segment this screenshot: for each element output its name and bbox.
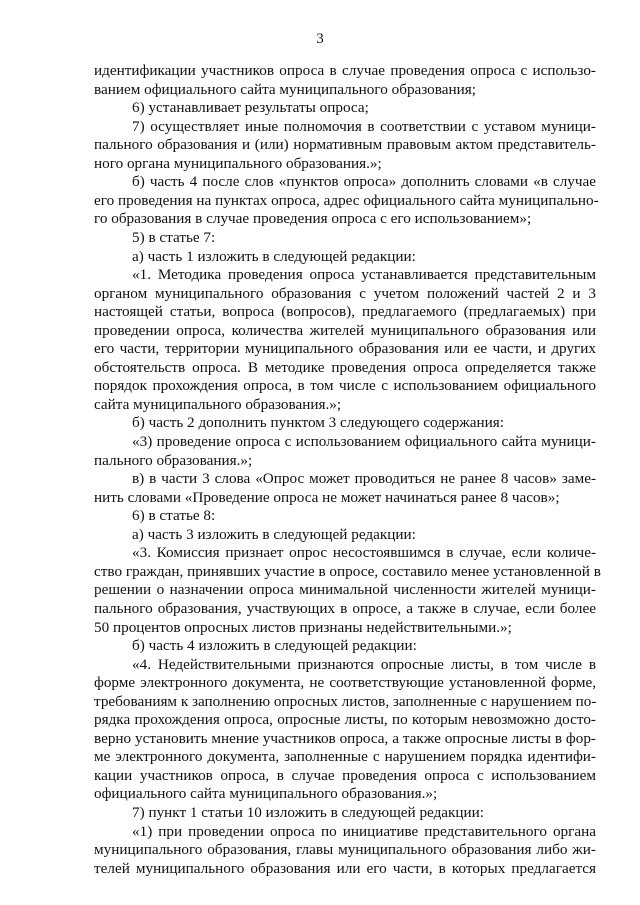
text-line: «1) при проведении опроса по инициативе представительного органа (132, 822, 596, 840)
text-line: 6) устанавливает результаты опроса; (132, 99, 369, 117)
text-line: «1. Методика проведения опроса устанавливается представительным (132, 266, 596, 284)
text-line: в) в части 3 слова «Опрос может проводиться не ранее 8 часов» заме- (132, 470, 596, 488)
text-line: ство граждан, принявших участие в опросе, составило менее установленной в (94, 562, 601, 580)
page-number: 3 (316, 31, 324, 47)
text-line: муниципального образования, главы муниципального образования либо жи- (94, 841, 596, 859)
text-line: пального образования.»; (94, 451, 253, 469)
text-line: рядка прохождения опроса, опросные листы, по которым невозможно досто- (94, 711, 596, 729)
text-line: б) часть 4 после слов «пунктов опроса» дополнить словами «в случае (132, 173, 596, 191)
text-line: нить словами «Проведение опроса не может начинаться ранее 8 часов»; (94, 488, 560, 506)
text-line: верно установить мнение участников опроса, а также опросные листы в фор- (94, 729, 596, 747)
text-line: 50 процентов опросных листов признаны недействительными.»; (94, 618, 512, 636)
text-line: пального образования и (или) нормативным правовым актом представитель- (94, 136, 596, 154)
text-line: «4. Недействительными признаются опросные листы, в том числе в (132, 655, 596, 673)
text-line: идентификации участников опроса в случае проведения опроса с использо- (94, 62, 596, 79)
text-line: требованиям к заполнению опросных листов, заполненные с нарушением по- (94, 692, 597, 710)
text-line: а) часть 3 изложить в следующей редакции: (132, 525, 416, 543)
text-line: ванием официального сайта муниципального образования; (94, 80, 476, 98)
text-line: форме электронного документа, не соответствующие установленной форме, (94, 674, 596, 692)
text-line: проведении опроса, количества жителей муниципального образования или (94, 321, 596, 339)
text-line: го образования в случае проведения опроса с его использованием»; (94, 210, 532, 228)
text-line: б) часть 2 дополнить пунктом 3 следующего содержания: (132, 414, 504, 432)
text-line: 5) в статье 7: (132, 228, 216, 246)
text-line: сайта муниципального образования.»; (94, 395, 342, 413)
text-line: настоящей статьи, вопроса (вопросов), предлагаемого (предлагаемых) при (94, 303, 596, 321)
text-line: 7) пункт 1 статьи 10 изложить в следующей редакции: (132, 804, 485, 821)
text-line: пального образования, участвующих в опросе, а также в случае, если более (94, 599, 596, 617)
text-line: кации участников опроса, в случае проведения опроса с использованием (94, 766, 596, 784)
text-line: официального сайта муниципального образования.»; (94, 785, 438, 803)
text-line: органом муниципального образования с учетом положений частей 2 и 3 (94, 284, 596, 302)
text-line: ме электронного документа, заполненные с нарушением порядка идентифи- (94, 748, 596, 766)
text-line: решении о назначении опроса минимальной численности жителей муници- (94, 581, 596, 599)
text-line: его части, территории муниципального образования или ее части, и других (94, 340, 596, 358)
text-line: «3) проведение опроса с использованием официального сайта муници- (132, 433, 596, 450)
text-line: 7) осуществляет иные полномочия в соответствии с уставом муници- (132, 117, 596, 135)
text-line: 6) в статье 8: (132, 507, 216, 525)
text-line: «3. Комиссия признает опрос несостоявшимся в случае, если количе- (132, 544, 596, 562)
text-line: ного органа муниципального образования.»; (94, 154, 382, 172)
text-line: его проведения на пунктах опроса, адрес официального сайта муниципально- (94, 191, 599, 209)
text-line: телей муниципального образования или его части, в которых предлагается (94, 859, 596, 877)
text-line: б) часть 4 изложить в следующей редакции: (132, 637, 417, 655)
text-line: порядок прохождения опроса, в том числе с использованием официального (94, 377, 596, 395)
text-line: а) часть 1 изложить в следующей редакции: (132, 247, 416, 265)
text-line: обстоятельств опроса. В методике проведения опроса определяется также (94, 358, 596, 376)
